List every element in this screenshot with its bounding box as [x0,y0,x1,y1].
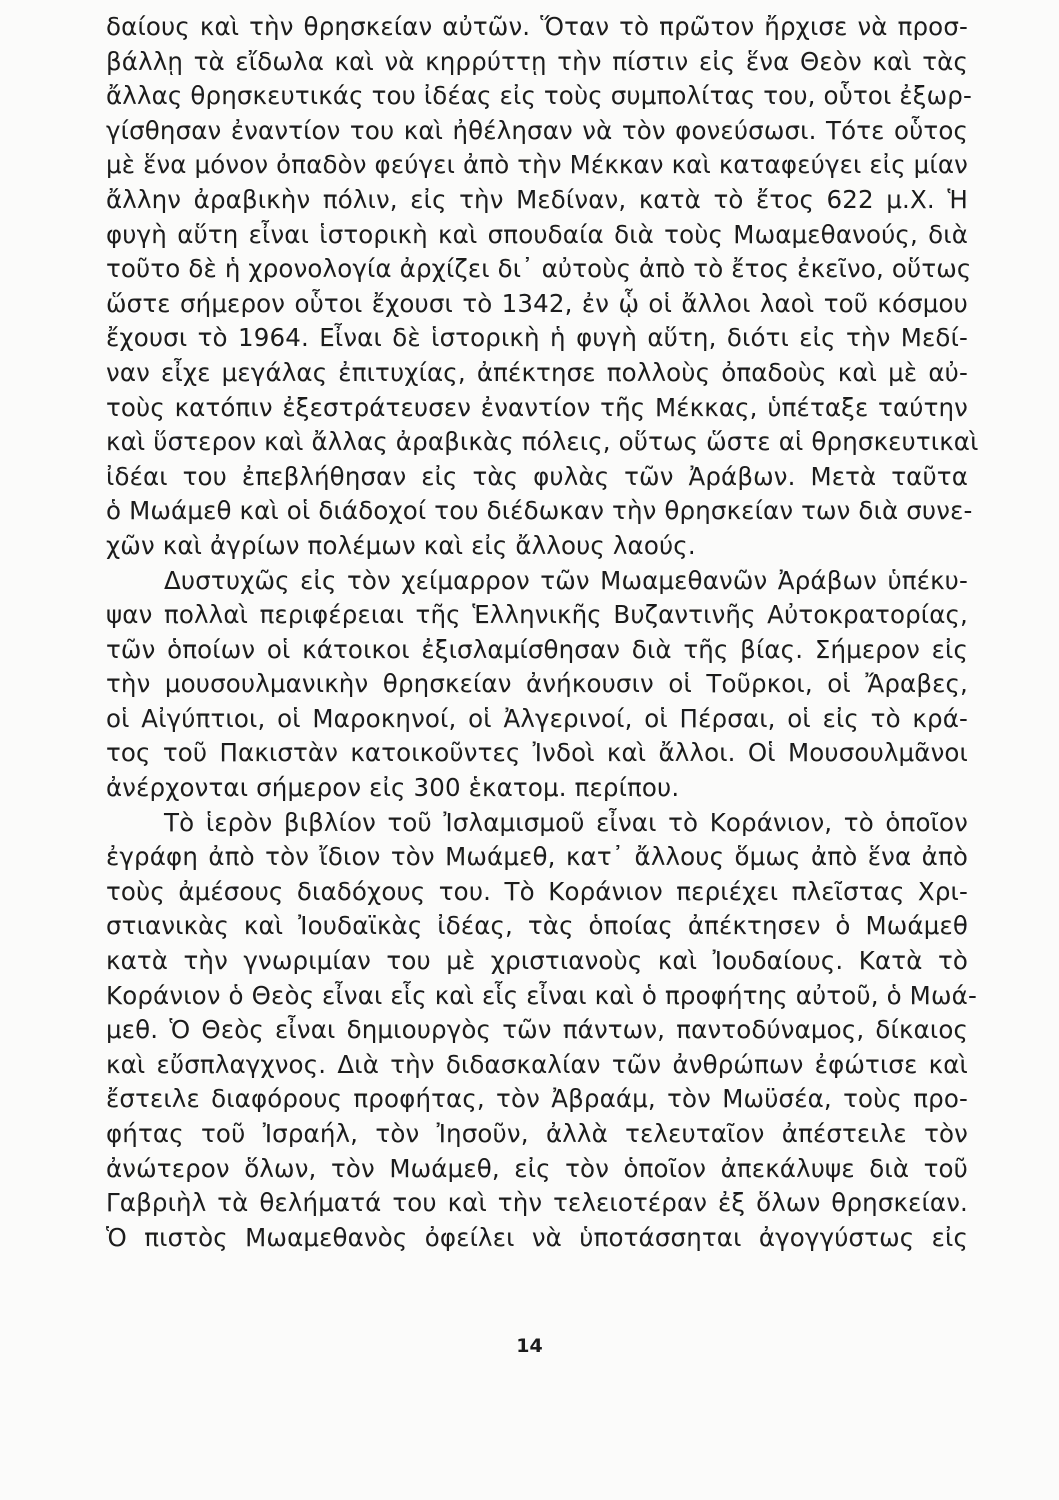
text-line: ὥστε σήμερον οὗτοι ἔχουσι τὸ 1342, ἐν ᾧ οἱ ἄλλοι λαοὶ τοῦ κόσμου [106,288,968,318]
body-text [106,10,979,1255]
text-line: ἐγράφη ἀπὸ τὸν ἴδιον τὸν Μωάμεθ, κατ᾽ ἄλλους ὅμως ἀπὸ ἕνα ἀπὸ [106,842,968,872]
text-line: Ὁ πιστὸς Μωαμεθανὸς ὀφείλει νὰ ὑποτάσσηται ἀγογγύστως εἰς [106,1222,968,1252]
text-line: ἀνέρχονται σήμερον εἰς 300 ἑκατομ. περίπου. [106,773,680,803]
text-line: ἔστειλε διαφόρους προφήτας, τὸν Ἀβραάμ, τὸν Μωϋσέα, τοὺς προ- [106,1084,968,1114]
text-line: φήτας τοῦ Ἰσραήλ, τὸν Ἰησοῦν, ἀλλὰ τελευταῖον ἀπέστειλε τὸν [106,1119,968,1148]
text-line: τοῦτο δὲ ἡ χρονολογία ἀρχίζει δι᾽ αὐτοὺς ἀπὸ τὸ ἔτος ἐκεῖνο, οὕτως [106,254,972,284]
text-line: τοὺς ἀμέσους διαδόχους του. Τὸ Κοράνιον περιέχει πλεῖστας Χρι- [106,876,968,906]
text-line: ἰδέαι του ἐπεβλήθησαν εἰς τὰς φυλὰς τῶν Ἀράβων. Μετὰ ταῦτα [106,461,968,491]
text-line: κατὰ τὴν γνωριμίαν του μὲ χριστιανοὺς καὶ Ἰουδαίους. Κατὰ τὸ [106,946,968,976]
page-number: 14 [516,1335,543,1357]
text-line: μὲ ἕνα μόνον ὀπαδὸν φεύγει ἀπὸ τὴν Μέκκαν καὶ καταφεύγει εἰς μίαν [106,150,968,180]
text-line: χῶν καὶ ἀγρίων πολέμων καὶ εἰς ἄλλους λαούς. [106,530,696,560]
text-line: Κοράνιον ὁ Θεὸς εἶναι εἷς καὶ εἷς εἶναι καὶ ὁ προφήτης αὐτοῦ, ὁ Μωά- [106,980,977,1010]
text-line: Γαβριὴλ τὰ θελήματά του καὶ τὴν τελειοτέραν ἐξ ὅλων θρησκείαν. [106,1188,968,1218]
text-line: ἄλλην ἀραβικὴν πόλιν, εἰς τὴν Μεδίναν, κατὰ τὸ ἔτος 622 μ.Χ. Ἡ [106,184,968,214]
text-line: οἱ Αἰγύπτιοι, οἱ Μαροκηνοί, οἱ Ἀλγερινοί, οἱ Πέρσαι, οἱ εἰς τὸ κρά- [106,703,968,733]
text-line: Δυστυχῶς εἰς τὸν χείμαρρον τῶν Μωαμεθανῶν Ἀράβων ὑπέκυ- [164,565,968,595]
text-line: τὴν μουσουλμανικὴν θρησκείαν ἀνήκουσιν οἱ Τοῦρκοι, οἱ Ἄραβες, [106,669,968,699]
text-line: ἔχουσι τὸ 1964. Εἶναι δὲ ἱστορικὴ ἡ φυγὴ αὕτη, διότι εἰς τὴν Μεδί- [106,323,968,353]
text-line: μεθ. Ὁ Θεὸς εἶναι δημιουργὸς τῶν πάντων, παντοδύναμος, δίκαιος [106,1015,968,1045]
text-line: γίσθησαν ἐναντίον του καὶ ἠθέλησαν νὰ τὸν φονεύσωσι. Τότε οὗτος [106,115,968,145]
text-line: καὶ ὕστερον καὶ ἄλλας ἀραβικὰς πόλεις, οὕτως ὥστε αἱ θρησκευτικαὶ [106,427,979,457]
text-line: ἀνώτερον ὅλων, τὸν Μωάμεθ, εἰς τὸν ὁποῖον ἀπεκάλυψε διὰ τοῦ [106,1153,968,1183]
text-line: δαίους καὶ τὴν θρησκείαν αὐτῶν. Ὅταν τὸ πρῶτον ἤρχισε νὰ προσ- [106,12,968,41]
text-line: ναν εἶχε μεγάλας ἐπιτυχίας, ἀπέκτησε πολλοὺς ὀπαδοὺς καὶ μὲ αὐ- [106,357,968,387]
text-line: στιανικὰς καὶ Ἰουδαϊκὰς ἰδέας, τὰς ὁποίας ἀπέκτησεν ὁ Μωάμεθ [106,911,968,941]
text-line: καὶ εὔσπλαγχνος. Διὰ τὴν διδασκαλίαν τῶν ἀνθρώπων ἐφώτισε καὶ [106,1049,968,1079]
text-line: τος τοῦ Πακιστὰν κατοικοῦντες Ἰνδοὶ καὶ ἄλλοι. Οἱ Μουσουλμᾶνοι [106,738,968,768]
text-line: Τὸ ἱερὸν βιβλίον τοῦ Ἰσλαμισμοῦ εἶναι τὸ Κοράνιον, τὸ ὁποῖον [164,807,968,837]
text-line: τοὺς κατόπιν ἐξεστράτευσεν ἐναντίον τῆς Μέκκας, ὑπέταξε ταύτην [106,392,968,422]
text-line: ἄλλας θρησκευτικάς του ἰδέας εἰς τοὺς συμπολίτας του, οὗτοι ἐξωρ- [106,81,972,111]
text-line: ψαν πολλαὶ περιφέρειαι τῆς Ἑλληνικῆς Βυζαντινῆς Αὐτοκρατορίας, [106,600,968,630]
text-line: τῶν ὁποίων οἱ κάτοικοι ἐξισλαμίσθησαν διὰ τῆς βίας. Σήμερον εἰς [106,634,968,664]
text-line: ὁ Μωάμεθ καὶ οἱ διάδοχοί του διέδωκαν τὴν θρησκείαν των διὰ συνε- [106,496,973,526]
text-line: φυγὴ αὕτη εἶναι ἱστορικὴ καὶ σπουδαία διὰ τοὺς Μωαμεθανούς, διὰ [106,219,968,249]
text-line: βάλλῃ τὰ εἴδωλα καὶ νὰ κηρρύττῃ τὴν πίστιν εἰς ἕνα Θεὸν καὶ τὰς [106,46,968,76]
